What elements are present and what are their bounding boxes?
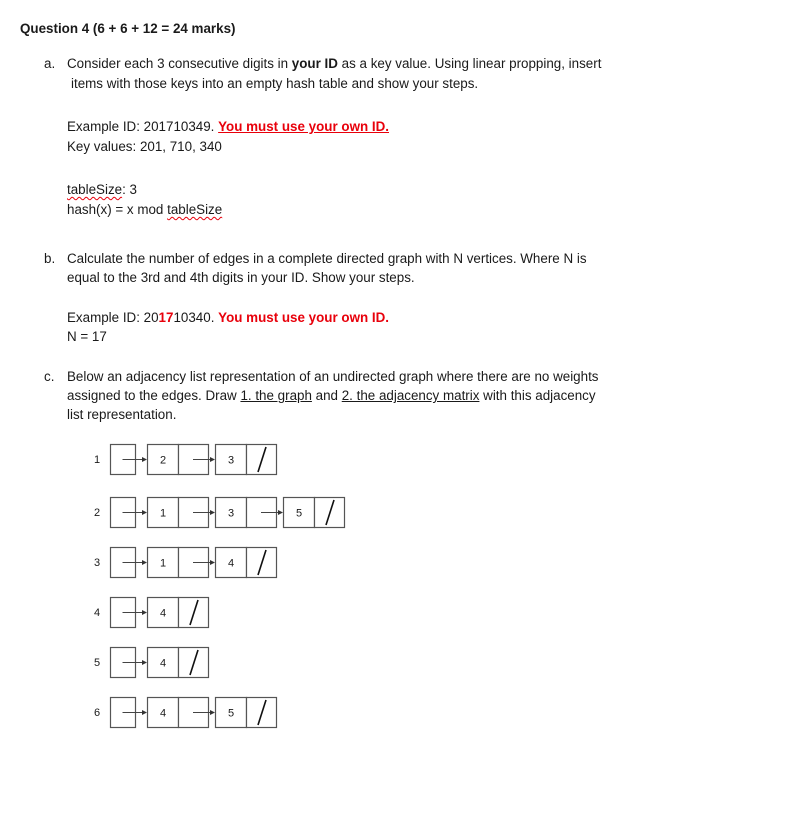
part-a-line-2: items with those keys into an empty hash table and show your steps. — [71, 76, 479, 91]
highlighted-digits: 17 — [158, 310, 174, 325]
vertex-label: 4 — [93, 607, 101, 619]
part-b-example: Example ID: 201710340. You must use your own ID. — [67, 310, 390, 325]
hash-function: hash(x) = x mod tableSize — [67, 202, 223, 217]
key-values: Key values: 201, 710, 340 — [67, 139, 222, 154]
part-c-line-2: assigned to the edges. Draw 1. the graph and 2. the adjacency matrix with this adjacency — [67, 388, 596, 403]
own-id-warning: You must use your own ID. — [218, 119, 389, 134]
part-a-marker: a. — [44, 56, 56, 71]
own-id-warning-b: You must use your own ID. — [218, 310, 390, 325]
node-value: 4 — [159, 607, 167, 620]
part-a-example: Example ID: 201710349. You must use your own ID. — [67, 119, 389, 134]
vertex-label: 6 — [93, 707, 101, 719]
node-value: 4 — [159, 657, 167, 670]
node-value: 3 — [227, 507, 235, 520]
node-value: 5 — [295, 507, 303, 520]
node-value: 1 — [159, 507, 167, 520]
part-c-marker: c. — [44, 369, 55, 384]
node-value: 4 — [159, 707, 167, 720]
vertex-label: 1 — [93, 454, 101, 466]
part-b-marker: b. — [44, 251, 56, 266]
part-b-line-1: Calculate the number of edges in a complete directed graph with N vertices. Where N is — [67, 251, 587, 266]
n-value: N = 17 — [67, 329, 107, 344]
node-value: 4 — [227, 557, 235, 570]
node-value: 3 — [227, 454, 235, 467]
vertex-label: 3 — [93, 557, 101, 569]
part-c-line-3: list representation. — [67, 407, 177, 422]
node-value: 5 — [227, 707, 235, 720]
table-size: tableSize: 3 — [67, 182, 137, 197]
part-c-line-1: Below an adjacency list representation of an undirected graph where there are no weights — [67, 369, 599, 384]
question-title: Question 4 (6 + 6 + 12 = 24 marks) — [20, 21, 236, 36]
vertex-label: 2 — [93, 507, 101, 519]
node-value: 2 — [159, 454, 167, 467]
part-a-line-1: Consider each 3 consecutive digits in your ID as a key value. Using linear propping, insert — [67, 56, 602, 71]
node-value: 1 — [159, 557, 167, 570]
part-b-line-2: equal to the 3rd and 4th digits in your ID. Show your steps. — [67, 270, 415, 285]
vertex-label: 5 — [93, 657, 101, 669]
